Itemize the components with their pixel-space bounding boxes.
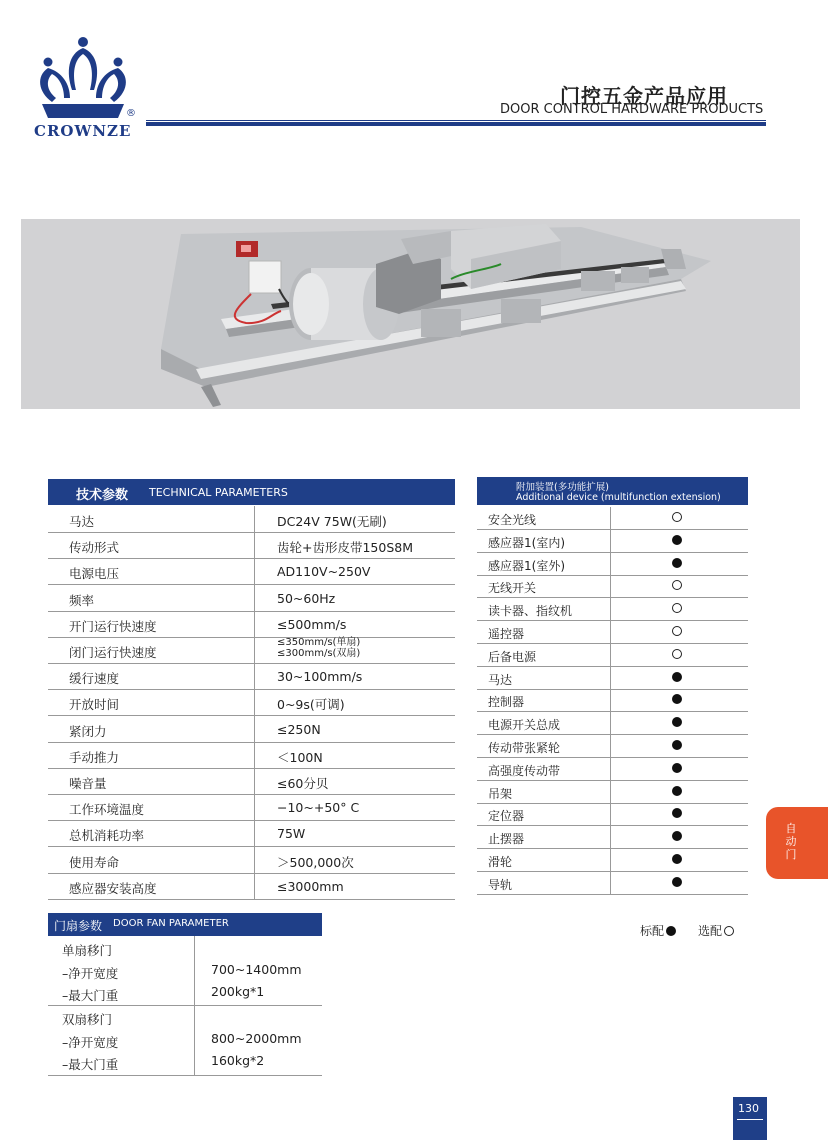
tech-param-name: 闭门运行快速度	[69, 645, 157, 660]
tech-param-row	[48, 742, 455, 769]
column-divider	[254, 663, 255, 689]
column-divider	[254, 585, 255, 611]
column-divider	[254, 768, 255, 794]
device-row	[477, 712, 748, 735]
optional-circle-icon	[672, 626, 682, 636]
optional-circle-icon	[724, 926, 734, 936]
double-door-label: 双扇移门	[62, 1012, 113, 1027]
tech-param-name: 工作环境温度	[69, 802, 145, 818]
tech-param-row	[48, 689, 455, 716]
standard-dot-icon	[672, 558, 682, 568]
single-weight-label: –最大门重	[62, 988, 119, 1003]
column-divider	[610, 575, 611, 597]
tech-param-name: 总机消耗功率	[69, 828, 145, 844]
single-weight-value: 200kg*1	[211, 984, 265, 999]
product-photo	[21, 219, 800, 409]
registered-mark: ®	[126, 108, 136, 119]
device-row	[477, 735, 748, 758]
optional-circle-icon	[672, 649, 682, 659]
device-name: 高强度传动带	[488, 763, 561, 778]
device-name: 定位器	[488, 809, 525, 824]
standard-dot-icon	[672, 672, 682, 682]
tech-param-value: DC24V 75W(无刷)	[277, 514, 387, 529]
device-name: 遥控器	[488, 627, 525, 641]
tech-param-value: ≤3000mm	[277, 878, 344, 894]
tech-param-value: ≤500mm/s	[277, 616, 347, 632]
column-divider	[254, 611, 255, 637]
column-divider	[610, 826, 611, 848]
tech-param-value	[277, 637, 360, 659]
column-divider	[254, 637, 255, 663]
tech-param-name: 感应器安装高度	[69, 880, 157, 896]
tech-param-name: 传动形式	[69, 540, 120, 556]
door-fan-title-en: DOOR FAN PARAMETER	[113, 918, 229, 929]
tech-param-value: ＞500,000次	[277, 854, 354, 870]
tech-param-value: ≤60分贝	[277, 776, 329, 791]
tech-params-header	[48, 479, 455, 505]
device-name: 传动带张紧轮	[488, 741, 561, 755]
additional-device-header	[477, 477, 748, 505]
column-divider	[254, 689, 255, 715]
legend-standard-label: 标配	[640, 924, 665, 938]
device-row	[477, 575, 748, 598]
tech-param-row	[48, 637, 455, 664]
column-divider	[254, 820, 255, 846]
double-weight-value: 160kg*2	[211, 1053, 265, 1068]
device-row	[477, 872, 748, 895]
page-number: 130	[738, 1102, 759, 1115]
optional-circle-icon	[672, 580, 682, 590]
device-name: 马达	[488, 672, 513, 687]
standard-dot-icon	[666, 926, 676, 936]
device-name: 止摆器	[488, 832, 525, 847]
row-divider	[48, 1005, 322, 1006]
tech-params-title-cn: 技术参数	[76, 488, 129, 503]
column-divider	[610, 621, 611, 643]
additional-device-title-en: Additional device (multifunction extension)	[516, 492, 721, 503]
column-divider	[254, 847, 255, 873]
tech-param-row	[48, 532, 455, 559]
column-divider	[610, 849, 611, 871]
page-title-en: DOOR CONTROL HARDWARE PRODUCTS	[500, 102, 764, 117]
tech-param-row	[48, 716, 455, 743]
tech-param-name: 马达	[69, 514, 95, 529]
column-divider	[610, 758, 611, 780]
device-row	[477, 667, 748, 690]
column-divider	[610, 803, 611, 825]
legend-optional-label: 选配	[698, 924, 723, 938]
standard-dot-icon	[672, 854, 682, 864]
column-divider	[610, 667, 611, 689]
page-number-box	[733, 1097, 767, 1140]
device-name: 感应器1(室外)	[488, 558, 565, 573]
device-name: 无线开关	[488, 581, 537, 596]
double-weight-label: –最大门重	[62, 1057, 119, 1072]
tech-param-value: 75W	[277, 826, 306, 842]
device-name: 吊架	[488, 786, 513, 801]
tech-param-name: 开放时间	[69, 697, 120, 713]
device-name: 后备电源	[488, 649, 537, 664]
standard-dot-icon	[672, 694, 682, 704]
standard-dot-icon	[672, 786, 682, 796]
single-width-value: 700~1400mm	[211, 962, 302, 977]
tech-param-value: 30~100mm/s	[277, 669, 363, 685]
tech-param-row	[48, 794, 455, 821]
page-title-cn: 门控五金产品应用	[560, 84, 728, 108]
tech-param-value: −10~+50° C	[277, 800, 360, 816]
tech-param-row	[48, 611, 455, 638]
device-name: 控制器	[488, 695, 525, 710]
column-divider	[610, 553, 611, 575]
tech-param-row	[48, 873, 455, 900]
tech-params-title-en: TECHNICAL PARAMETERS	[149, 486, 288, 499]
door-fan-table	[48, 936, 322, 1076]
tech-param-name: 使用寿命	[69, 854, 120, 870]
door-fan-header	[48, 913, 322, 936]
tech-param-value: ＜100N	[277, 749, 323, 765]
door-fan-title-cn: 门扇参数	[54, 919, 103, 933]
column-divider	[254, 558, 255, 584]
section-tab-label: 自动门	[785, 822, 797, 861]
column-divider	[610, 644, 611, 666]
column-divider	[610, 735, 611, 757]
tech-param-row	[48, 820, 455, 847]
tech-param-row	[48, 847, 455, 874]
tech-param-name: 电源电压	[69, 566, 120, 582]
tech-param-name: 频率	[69, 592, 95, 608]
column-divider	[610, 712, 611, 734]
tech-param-row	[48, 663, 455, 690]
device-row	[477, 826, 748, 849]
tech-param-value: ≤250N	[277, 721, 321, 737]
device-row	[477, 781, 748, 804]
standard-dot-icon	[672, 740, 682, 750]
column-divider	[254, 532, 255, 558]
device-row	[477, 803, 748, 826]
device-row	[477, 621, 748, 644]
header-rule-thick	[146, 122, 766, 126]
column-divider	[254, 873, 255, 899]
column-divider	[254, 794, 255, 820]
marker-legend	[640, 922, 734, 939]
tech-param-row	[48, 506, 455, 533]
tech-param-value: 0~9s(可调)	[277, 697, 345, 713]
column-divider	[254, 506, 255, 532]
header-rule	[146, 120, 766, 121]
single-width-label: –净开宽度	[62, 966, 119, 981]
device-row	[477, 553, 748, 576]
single-door-label: 单扇移门	[62, 943, 113, 958]
standard-dot-icon	[672, 808, 682, 818]
device-name: 安全光线	[488, 513, 537, 527]
tech-param-row	[48, 585, 455, 612]
column-divider	[254, 716, 255, 742]
device-name: 滑轮	[488, 855, 513, 869]
tech-param-value-line: ≤300mm/s(双扇)	[277, 648, 361, 659]
device-row	[477, 598, 748, 621]
standard-dot-icon	[672, 535, 682, 545]
column-divider	[610, 530, 611, 552]
device-row	[477, 849, 748, 872]
tech-param-value: 50~60Hz	[277, 590, 336, 606]
tech-param-value: AD110V~250V	[277, 564, 371, 580]
column-divider	[610, 689, 611, 711]
standard-dot-icon	[672, 763, 682, 773]
device-name: 读卡器、指纹机	[488, 604, 573, 619]
tech-param-name: 缓行速度	[69, 671, 120, 687]
standard-dot-icon	[672, 717, 682, 727]
tech-param-name: 手动推力	[69, 749, 120, 765]
device-row	[477, 507, 748, 530]
device-row	[477, 758, 748, 781]
page-number-rule	[737, 1119, 763, 1120]
double-width-label: –净开宽度	[62, 1035, 119, 1050]
tech-param-name: 噪音量	[69, 776, 107, 791]
device-row	[477, 530, 748, 553]
additional-device-title-cn: 附加装置(多功能扩展)	[516, 482, 609, 493]
device-row	[477, 644, 748, 667]
standard-dot-icon	[672, 831, 682, 841]
column-divider	[610, 872, 611, 894]
tech-param-name: 紧闭力	[69, 723, 107, 739]
column-divider	[254, 742, 255, 768]
tech-param-row	[48, 558, 455, 585]
double-width-value: 800~2000mm	[211, 1031, 302, 1046]
section-tab	[766, 807, 828, 879]
device-name: 导轨	[488, 877, 513, 892]
tech-param-row	[48, 768, 455, 795]
tech-param-value: 齿轮+齿形皮带150S8M	[277, 540, 414, 556]
tech-param-name: 开门运行快速度	[69, 618, 157, 634]
device-name: 感应器1(室内)	[488, 535, 565, 550]
column-divider	[610, 507, 611, 529]
optional-circle-icon	[672, 512, 682, 522]
tech-param-value-line: ≤350mm/s(单扇)	[277, 637, 361, 648]
device-row	[477, 689, 748, 712]
column-divider	[610, 781, 611, 803]
brand-name: CROWNZE	[34, 122, 132, 140]
optional-circle-icon	[672, 603, 682, 613]
standard-dot-icon	[672, 877, 682, 887]
column-divider	[610, 598, 611, 620]
device-name: 电源开关总成	[488, 718, 561, 733]
